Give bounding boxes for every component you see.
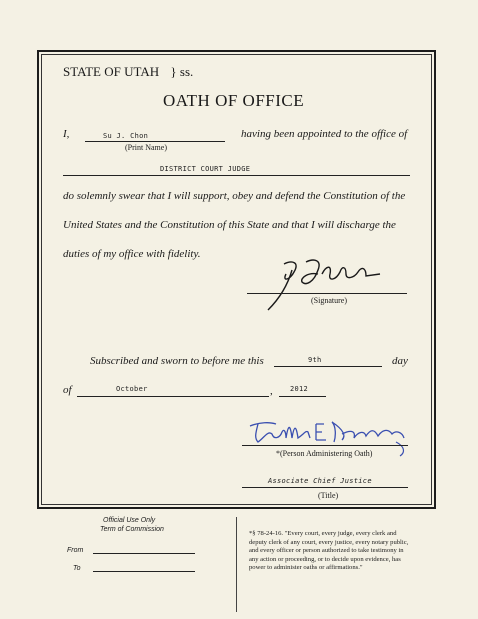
statute-line: deputy clerk of any court, every justice, every notary public, — [249, 538, 409, 546]
of-label: of — [63, 384, 72, 396]
term-of-commission: Term of Commission — [100, 526, 164, 533]
day-value: 9th — [308, 356, 322, 364]
subscribed-text: Subscribed and sworn to before me this — [90, 355, 264, 367]
day-label: day — [392, 355, 408, 367]
from-label: From — [67, 547, 84, 554]
appointed-text: having been appointed to the office of — [241, 128, 408, 140]
from-line — [93, 553, 195, 554]
i-label: I, — [63, 128, 70, 140]
office-value: DISTRICT COURT JUDGE — [160, 165, 251, 173]
statute-line: any action or proceeding, or to decide upon evidence, has — [249, 555, 401, 563]
month-line — [77, 396, 269, 397]
statute-line: power to administer oaths or affirmations." — [249, 564, 363, 572]
year-value: 2012 — [290, 385, 309, 393]
statute-line: and every officer or person authorized to take testimony in — [249, 547, 404, 555]
title-caption: (Title) — [318, 491, 339, 500]
official-use-heading: Official Use Only — [103, 517, 156, 524]
signature-line — [247, 293, 407, 294]
oath-line-1: do solemnly swear that I will support, obey and defend the Constitution of the — [63, 190, 406, 202]
statute-block — [249, 530, 408, 573]
date-comma: , — [270, 385, 273, 397]
oath-line-2: United States and the Constitution of this State and that I will discharge the — [63, 219, 396, 231]
to-label: To — [73, 565, 81, 572]
office-line — [63, 175, 410, 176]
signature-caption: (Signature) — [311, 296, 347, 305]
administering-caption: *(Person Administering Oath) — [276, 449, 373, 458]
month-value: October — [116, 385, 148, 393]
state-name: STATE OF UTAH — [63, 64, 160, 79]
statute-line: *§ 78-24-16. "Every court, every judge, every clerk and — [249, 530, 397, 537]
oath-line-3: duties of my office with fidelity. — [63, 248, 201, 260]
print-name-line — [85, 141, 225, 142]
title-value: Associate Chief Justice — [268, 477, 372, 485]
year-line — [279, 396, 326, 397]
ss-mark: } ss. — [170, 64, 194, 79]
day-line — [274, 366, 382, 367]
print-name-value: Su J. Chon — [103, 132, 149, 140]
print-name-caption: (Print Name) — [125, 143, 167, 152]
vertical-divider — [236, 517, 237, 612]
title-line — [242, 487, 408, 488]
to-line — [93, 571, 195, 572]
administering-line — [242, 445, 408, 446]
state-heading — [63, 64, 193, 80]
document-title: OATH OF OFFICE — [163, 91, 305, 110]
